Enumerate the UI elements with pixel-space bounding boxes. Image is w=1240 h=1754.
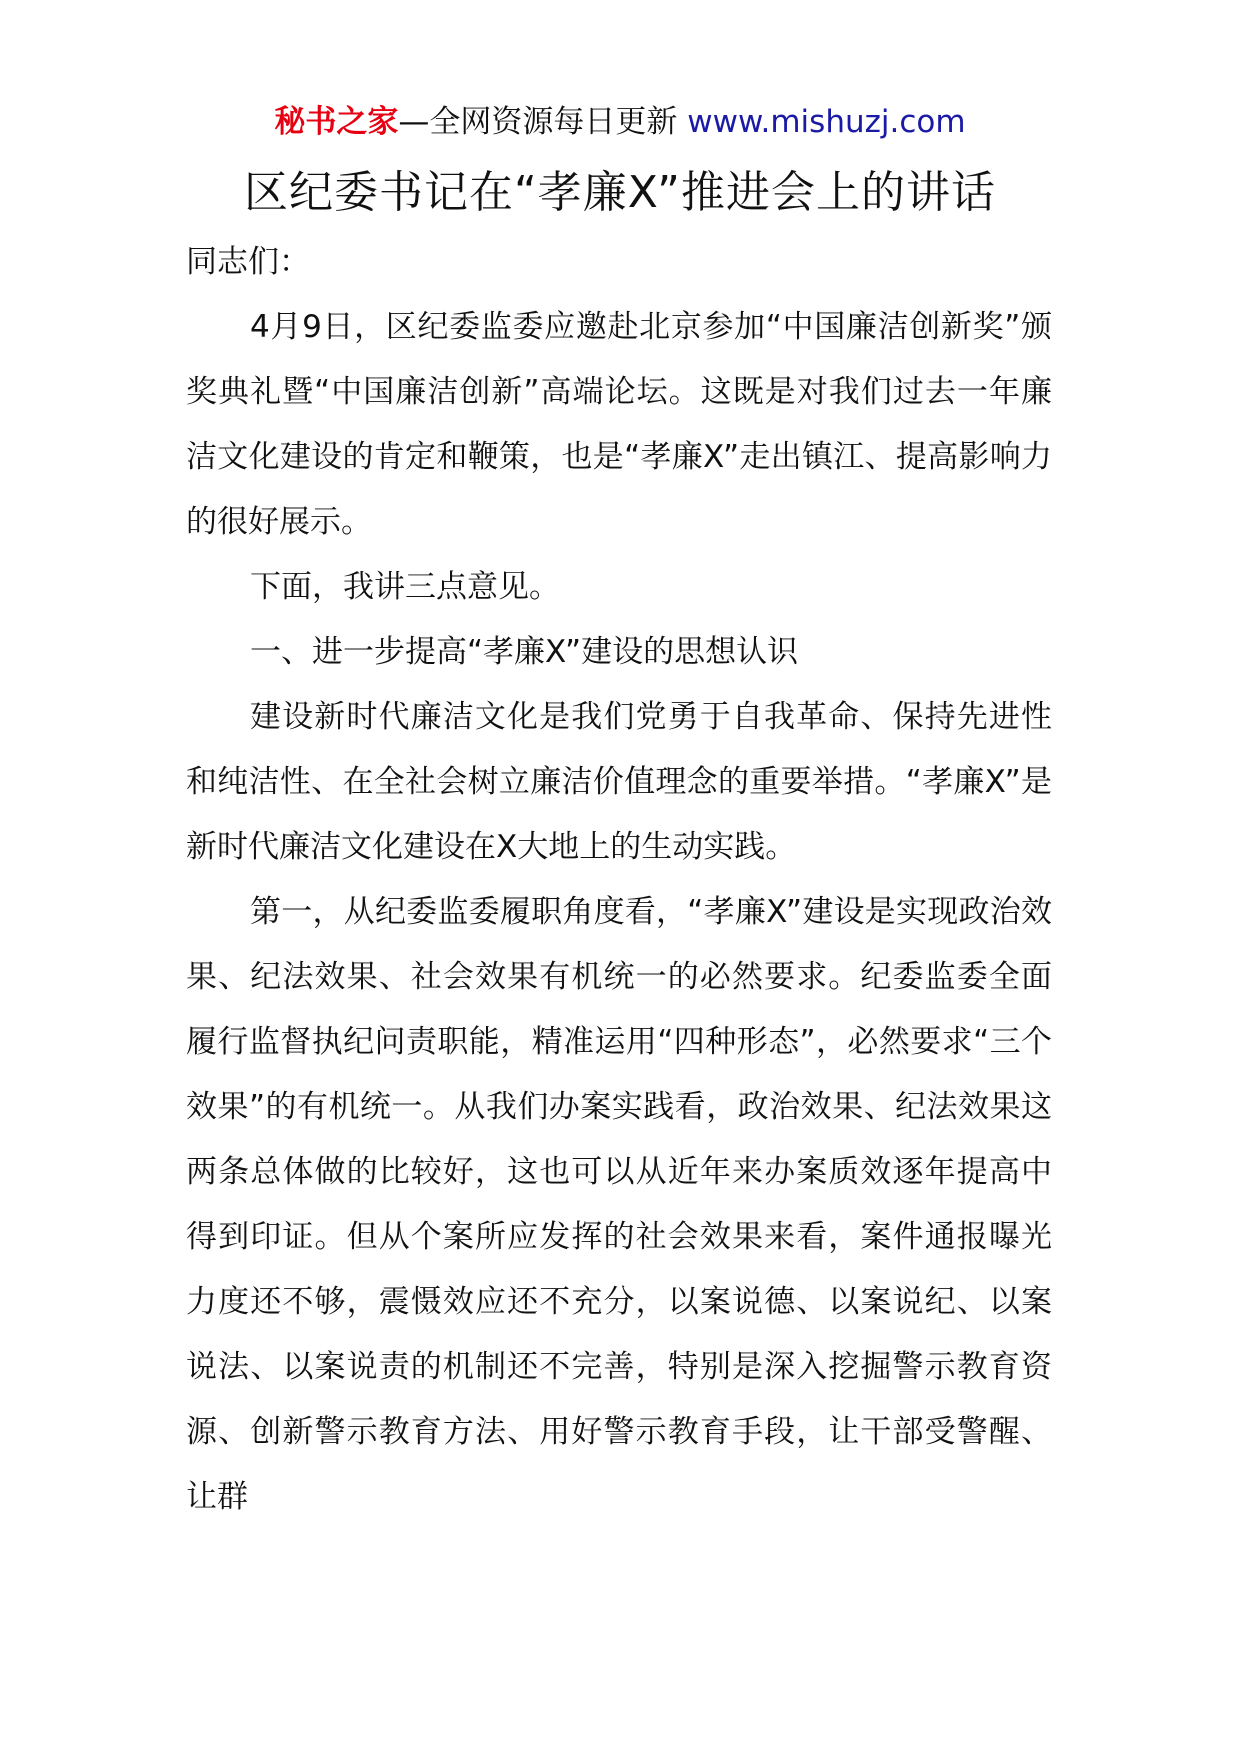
document-title: 区纪委书记在“孝廉X”推进会上的讲话 [244,167,996,218]
salutation: 同志们： [186,244,310,280]
section-heading-1: 一、进一步提高“孝廉X”建设的思想认识 [250,634,799,670]
document-body [186,230,1052,1530]
paragraph-1: 4月9日，区纪委监委应邀赴北京参加“中国廉洁创新奖”颁奖典礼暨“中国廉洁创新”高端论坛。这既是对我们过去一年廉洁文化建设的肯定和鞭策，也是“孝廉X”走出镇江、提高影响力的很好展示。 [186,309,1052,540]
site-slogan: —全网资源每日更新 [398,104,688,140]
brand-name: 秘书之家 [274,104,399,140]
paragraph-4: 第一，从纪委监委履职角度看，“孝廉X”建设是实现政治效果、纪法效果、社会效果有机统一的必然要求。纪委监委全面履行监督执纪问责职能，精准运用“四种形态”，必然要求“三个效果”的有机统一。从我们办案实践看，政治效果、纪法效果这两条总体做的比较好，这也可以从近年来办案质效逐年提高中得到印证。但从个案所应发挥的社会效果来看，案件通报曝光力度还不够，震慑效应还不充分，以案说德、以案说纪、以案说法、以案说责的机制还不完善，特别是深入挖掘警示教育资源、创新警示教育方法、用好警示教育手段，让干部受警醒、让群 [186,894,1052,1515]
paragraph-2: 下面，我讲三点意见。 [250,569,560,605]
site-header [0,100,1240,144]
site-url: www.mishuzj.com [687,104,966,140]
paragraph-3: 建设新时代廉洁文化是我们党勇于自我革命、保持先进性和纯洁性、在全社会树立廉洁价值理念的重要举措。“孝廉X”是新时代廉洁文化建设在X大地上的生动实践。 [186,699,1052,865]
